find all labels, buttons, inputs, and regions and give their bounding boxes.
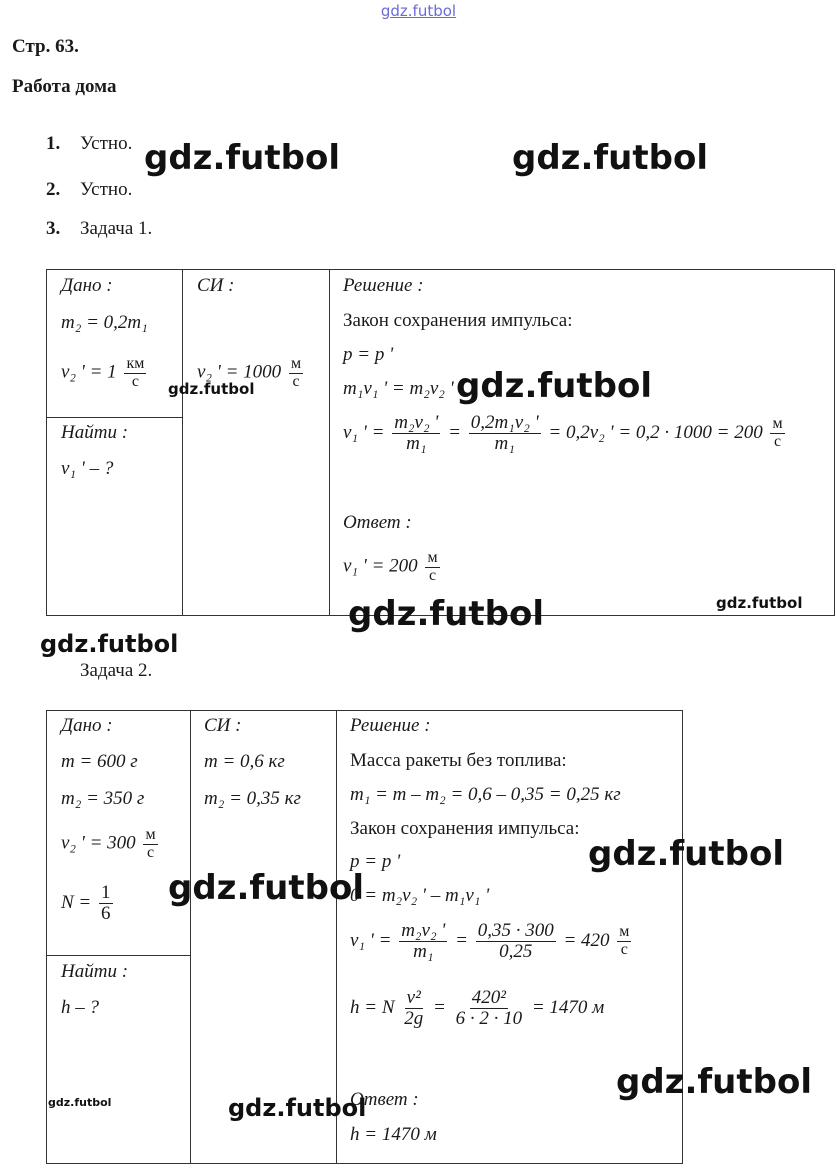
si-value: m₂ = 0,35 кг — [204, 788, 301, 809]
given-value: m = 600 г — [61, 751, 138, 772]
equation: p = p ' — [343, 344, 394, 365]
answer-label: Ответ : — [350, 1089, 419, 1110]
equation: m₁v₁ ' = m₂v₂ ' — [343, 378, 454, 399]
watermark-text: gdz.futbol — [348, 594, 544, 634]
equation: 0 = m₂v₂ ' – m₁v₁ ' — [350, 885, 490, 906]
top-watermark-link[interactable]: gdz.futbol — [380, 2, 457, 20]
equation: p = p ' — [350, 851, 401, 872]
given-label: Дано : — [61, 275, 113, 296]
given-value: m₂ = 0,2m₁ — [61, 312, 148, 333]
watermark-text: gdz.futbol — [716, 594, 803, 612]
list-item: 3. Задача 1. — [46, 218, 153, 239]
mass-text: Масса ракеты без топлива: — [350, 750, 567, 771]
watermark-text: gdz.futbol — [40, 630, 179, 658]
task2-title: Задача 2. — [80, 660, 153, 681]
watermark-text: gdz.futbol — [168, 380, 255, 398]
find-value: h – ? — [61, 997, 99, 1018]
equation: m₁ = m – m₂ = 0,6 – 0,35 = 0,25 кг — [350, 784, 621, 805]
watermark-text: gdz.futbol — [228, 1094, 367, 1122]
law-text: Закон сохранения импульса: — [343, 310, 573, 331]
answer-label: Ответ : — [343, 512, 412, 533]
task1-table — [46, 269, 835, 616]
equation: h = N $\frac{\text{v²}}{2g}$ = $\frac{\text{420²}}{6 \cdot 2 \cdot 10}$ = 1470 м — [350, 987, 605, 1029]
given-value: v₂ ' = 1 $\frac{км}{с}$ — [61, 355, 145, 390]
watermark-text: gdz.futbol — [512, 138, 708, 178]
law-text: Закон сохранения импульса: — [350, 818, 580, 839]
watermark-text: gdz.futbol — [588, 834, 784, 874]
watermark-text: gdz.futbol — [144, 138, 340, 178]
find-label: Найти : — [61, 422, 129, 443]
list-item: 2. Устно. — [46, 179, 133, 200]
page-label: Стр. 63. — [12, 36, 79, 57]
given-label: Дано : — [61, 715, 113, 736]
si-value: v₂ ' = 1000 $\frac{м}{с}$ — [197, 355, 302, 390]
si-label: СИ : — [204, 715, 242, 736]
given-value: m₂ = 350 г — [61, 788, 145, 809]
find-value: v₁ ' – ? — [61, 458, 114, 479]
equation: v₁ ' = $\frac{\text{m₂v₂ '}}{\text{m₁}}$ = $\frac{\text{0,2m₁v₂ '}}{\text{m₁}}$ = 0,2v₂ ' = 0,2 · 1000 = 200 $\frac{м}{с}$ — [343, 412, 783, 454]
answer-value: h = 1470 м — [350, 1124, 437, 1145]
solution-label: Решение : — [350, 715, 431, 736]
equation: v₁ ' = $\frac{\text{m₂v₂ '}}{\text{m₁}}$ = $\frac{0,35 \cdot 300}{0,25}$ = 420 $\frac{м}{с}$ — [350, 920, 630, 962]
solution-label: Решение : — [343, 275, 424, 296]
find-label: Найти : — [61, 961, 129, 982]
si-label: СИ : — [197, 275, 235, 296]
watermark-text: gdz.futbol — [456, 366, 652, 406]
list-item: 1. Устно. — [46, 133, 133, 154]
given-value: v₂ ' = 300 $\frac{м}{с}$ — [61, 826, 156, 861]
section-title: Работа дома — [12, 76, 117, 97]
watermark-text: gdz.futbol — [168, 868, 364, 908]
given-value: N = $\frac{1}{6}$ — [61, 882, 111, 924]
watermark-text: gdz.futbol — [48, 1096, 112, 1109]
watermark-text: gdz.futbol — [616, 1062, 812, 1102]
si-value: m = 0,6 кг — [204, 751, 285, 772]
answer-value: v₁ ' = 200 $\frac{м}{с}$ — [343, 549, 438, 584]
